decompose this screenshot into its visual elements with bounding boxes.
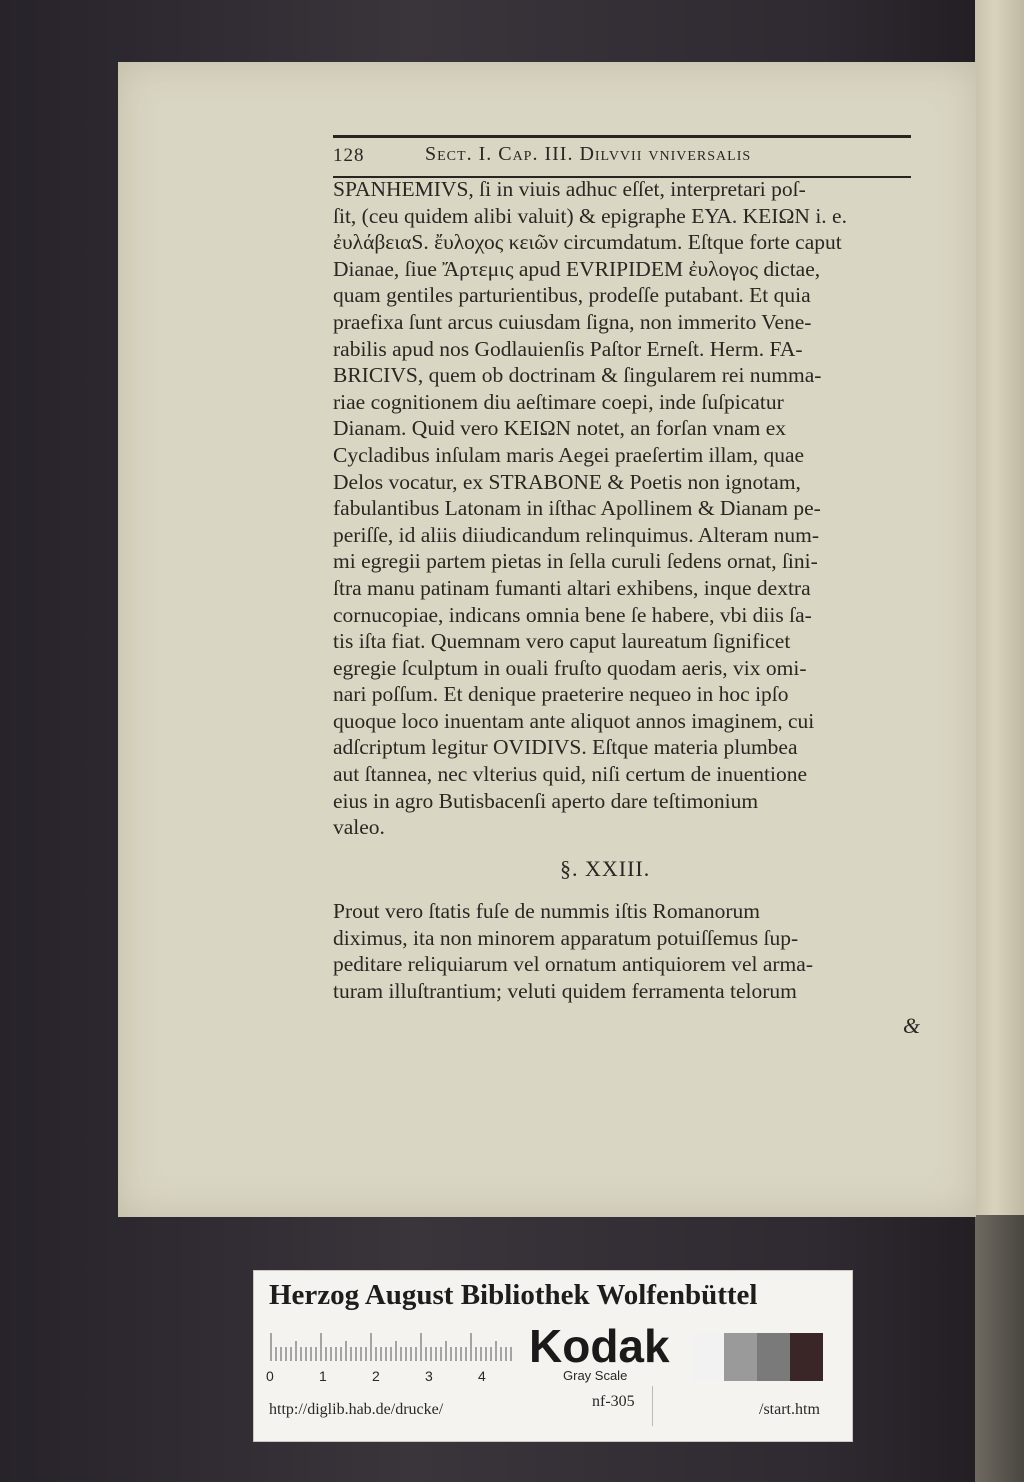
- text-line: peditare reliquiarum vel ornatum antiquiorem vel arma-: [333, 952, 813, 977]
- adjacent-page-shadow: [975, 1215, 1024, 1482]
- text-line: cornucopiae, indicans omnia bene ſe habere, vbi diis ſa-: [333, 602, 812, 627]
- ruler-number: 1: [319, 1368, 327, 1384]
- gray-swatch: [790, 1333, 823, 1381]
- text-line: SPANHEMIVS, ſi in viuis adhuc eſſet, interpretari poſ-: [333, 177, 806, 201]
- text-line: aut ſtannea, nec vlterius quid, niſi certum de inuentione: [333, 762, 808, 787]
- text-line: turam illuſtrantium; veluti quidem ferramenta telorum: [333, 978, 797, 1003]
- text-line: Dianam. Quid vero ΚΕΙΩΝ notet, an forſan vnam ex: [333, 416, 787, 441]
- ruler-number: 0: [266, 1368, 274, 1384]
- header-rule-top: [333, 135, 911, 138]
- ruler-icon: [269, 1331, 519, 1361]
- section-heading: §. XXIII.: [560, 856, 651, 881]
- ruler-scale: [266, 1368, 506, 1388]
- text-line: ἐυλάβειαS. ἔυλοχος κειῶν circumdatum. Eſtque forte caput: [333, 230, 842, 255]
- text-line: Prout vero ſtatis fuſe de nummis iſtis Romanorum: [333, 899, 760, 923]
- page-number: 128: [333, 145, 365, 166]
- ruler-number: 3: [425, 1368, 433, 1384]
- text-line: ſit, (ceu quidem alibi valuit) & epigraphe ΕΥΑ. ΚΕΙΩΝ i. e.: [333, 203, 847, 228]
- text-line: Dianae, ſiue Ἄρτεμις apud EVRIPIDEM ἐυλογος dictae,: [333, 256, 821, 281]
- gray-swatch: [691, 1333, 724, 1381]
- text-line: BRICIVS, quem ob doctrinam & ſingularem rei numma-: [333, 363, 822, 388]
- gray-scale-label: Gray Scale: [563, 1368, 628, 1383]
- ruler-number: 4: [478, 1368, 486, 1384]
- text-line: eius in agro Butisbacenſi aperto dare teſtimonium: [333, 788, 759, 813]
- text-line: valeo.: [333, 815, 385, 840]
- paragraph-1: [333, 176, 923, 841]
- running-head-title: Sect. I. Cap. III. Dilvvii vniversalis: [425, 143, 752, 165]
- text-line: rabilis apud nos Godlauienſis Paſtor Erneſt. Herm. FA-: [333, 336, 803, 361]
- gray-swatch: [757, 1333, 790, 1381]
- running-head: [333, 143, 911, 173]
- color-scale-card: [253, 1270, 853, 1442]
- text-line: periſſe, id aliis diiudicandum relinquimus. Alteram num-: [333, 522, 820, 547]
- paragraph-2: [333, 898, 923, 1004]
- catchword: &: [903, 1013, 921, 1038]
- ruler-number: 2: [372, 1368, 380, 1384]
- url-right: /start.htm: [759, 1401, 820, 1418]
- text-line: diximus, ita non minorem apparatum potuiſſemus ſup-: [333, 925, 799, 950]
- text-line: tis iſta fiat. Quemnam vero caput laureatum ſignificet: [333, 629, 791, 654]
- text-line: riae cognitionem diu aeſtimare coepi, inde ſuſpicatur: [333, 389, 784, 414]
- url-left: http://diglib.hab.de/drucke/: [269, 1401, 444, 1418]
- text-line: adſcriptum legitur OVIDIVS. Eſtque materia plumbea: [333, 735, 798, 760]
- gray-swatch: [724, 1333, 757, 1381]
- document-id: nf-305: [592, 1393, 635, 1410]
- text-line: quoque loco inuentam ante aliquot annos imaginem, cui: [333, 708, 815, 733]
- text-line: ſtra manu patinam fumanti altari exhibens, inque dextra: [333, 575, 811, 600]
- text-line: Delos vocatur, ex STRABONE & Poetis non ignotam,: [333, 469, 801, 494]
- gray-scale-swatches: [691, 1333, 823, 1381]
- text-line: quam gentiles parturientibus, prodeſſe putabant. Et quia: [333, 283, 811, 308]
- text-line: praefixa ſunt arcus cuiusdam ſigna, non immerito Vene-: [333, 309, 812, 334]
- text-line: mi egregii partem pietas in ſella curuli ſedens ornat, ſini-: [333, 549, 818, 574]
- library-name: Herzog August Bibliothek Wolfenbüttel: [269, 1279, 758, 1311]
- text-line: Cycladibus inſulam maris Aegei praeſertim illam, quae: [333, 442, 805, 467]
- card-divider: [652, 1386, 653, 1426]
- text-line: egregie ſculptum in ouali fruſto quodam aeris, vix omi-: [333, 655, 807, 680]
- kodak-logo: Kodak: [529, 1320, 670, 1372]
- text-line: nari poſſum. Et denique praeterire nequeo in hoc ipſo: [333, 682, 789, 707]
- text-line: fabulantibus Latonam in iſthac Apollinem & Dianam pe-: [333, 496, 821, 521]
